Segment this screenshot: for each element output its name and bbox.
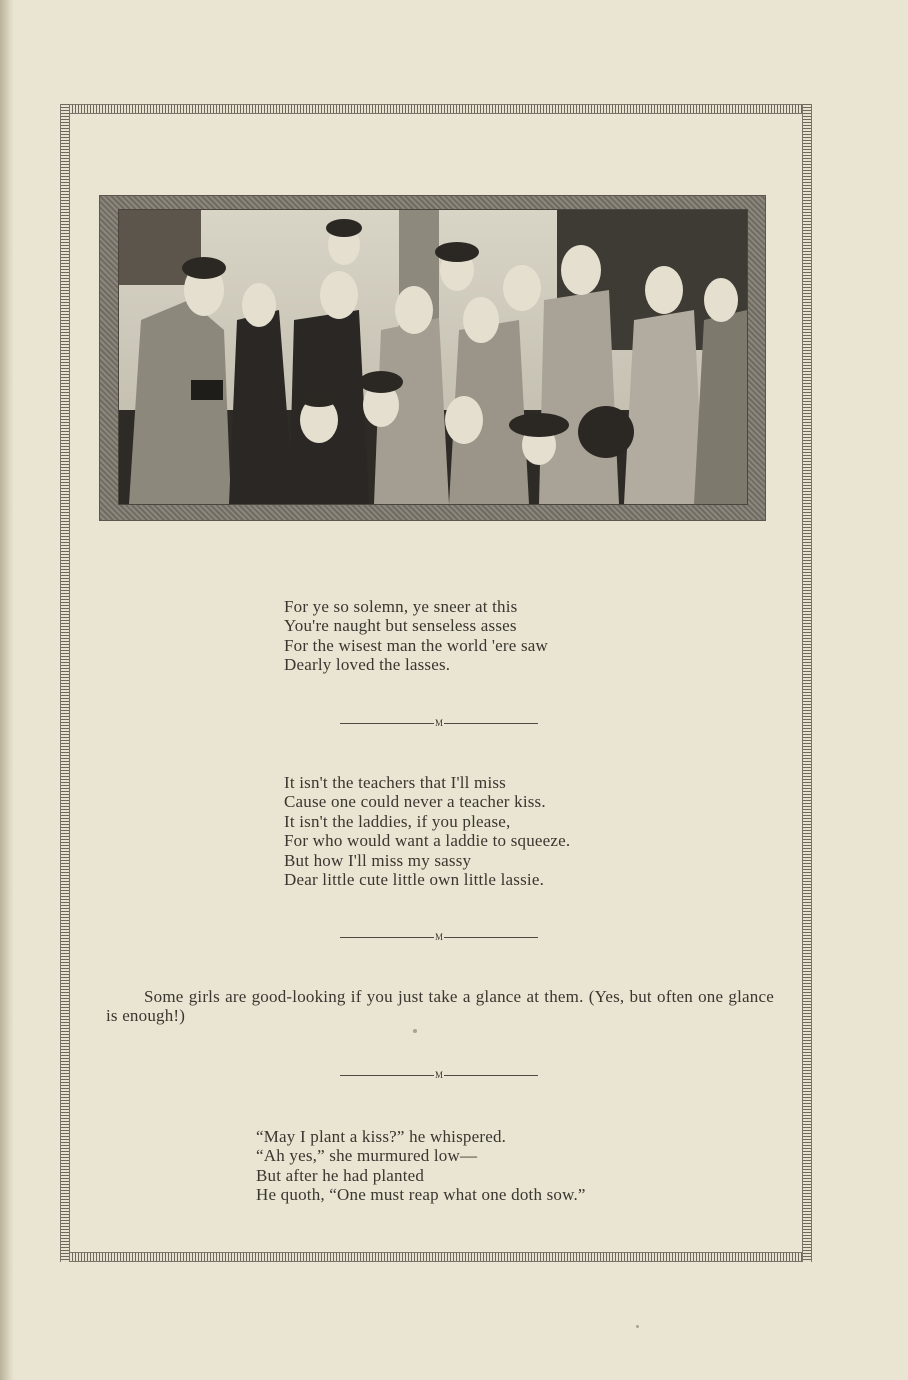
verse-line: It isn't the teachers that I'll miss [284,773,506,792]
verse-line: For ye so solemn, ye sneer at this [284,597,518,616]
border-left [60,104,70,1262]
paper-speck [413,1029,417,1033]
verse-four [256,1127,586,1205]
divider-mark: M [435,718,444,728]
verse-line: For who would want a laddie to squeeze. [284,831,571,851]
page-binding-edge [0,0,14,1380]
group-photo [118,209,748,505]
verse-one [284,597,548,675]
border-top [60,104,812,114]
verse-line: For the wisest man the world 'ere saw [284,635,548,655]
verse-line: You're naught but senseless asses [284,616,517,636]
border-bottom [60,1252,812,1262]
prose-joke: Some girls are good-looking if you just take a glance at them. (Yes, but often one glance is enough!) [106,987,774,1026]
section-divider [340,1068,538,1082]
section-divider [340,930,538,944]
verse-line: But how I'll miss my sassy [284,850,472,870]
verse-line: Dear little cute little own little lassie. [284,870,545,890]
verse-line: It isn't the laddies, if you please, [284,811,511,831]
verse-line: He quoth, “One must reap what one doth sow.” [256,1185,586,1205]
verse-line: Dearly loved the lasses. [284,655,451,675]
divider-mark: M [435,1070,444,1080]
paper-speck [636,1325,639,1328]
divider-mark: M [435,932,444,942]
verse-line: Cause one could never a teacher kiss. [284,792,546,812]
border-right [802,104,812,1262]
verse-line: But after he had planted [256,1165,425,1185]
verse-two [284,773,570,889]
section-divider [340,716,538,730]
verse-line: “May I plant a kiss?” he whispered. [256,1127,507,1146]
verse-line: “Ah yes,” she murmured low— [256,1146,478,1166]
